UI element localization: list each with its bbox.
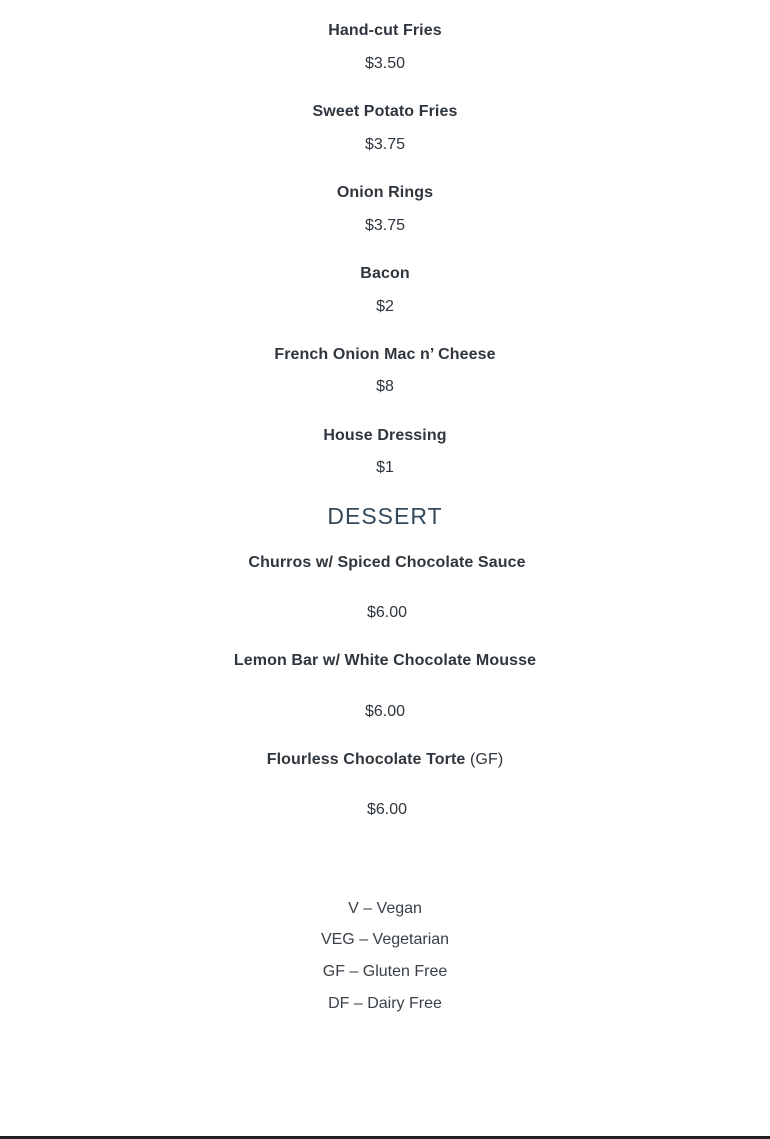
menu-item-price: $6.00 [364, 703, 406, 720]
menu-item-name: Bacon [360, 265, 410, 282]
legend-line-gluten-free: GF – Gluten Free [322, 963, 448, 980]
legend-line-vegetarian: VEG – Vegetarian [320, 931, 450, 948]
section-heading-dessert: DESSERT [327, 503, 443, 529]
menu-item-price: $6.00 [366, 801, 408, 818]
menu-item-price: $6.00 [366, 604, 408, 621]
menu-item-price: $2 [376, 298, 394, 315]
menu-item-name: Sweet Potato Fries [312, 103, 458, 120]
legend-line-vegan: V – Vegan [348, 900, 422, 917]
dietary-tag: (GF) [469, 751, 504, 768]
menu-item-name: Churros w/ Spiced Chocolate Sauce [248, 554, 526, 571]
menu-item-name: Hand-cut Fries [328, 22, 442, 39]
menu-item-name: Onion Rings [336, 184, 434, 201]
menu-item-name: French Onion Mac n’ Cheese [274, 346, 496, 363]
menu-item-price: $3.50 [364, 55, 406, 72]
legend-line-dairy-free: DF – Dairy Free [328, 995, 442, 1012]
menu-item-price: $8 [376, 378, 394, 395]
menu-item-name: House Dressing [323, 427, 447, 444]
menu-item-price: $3.75 [364, 136, 406, 153]
menu-item-name: Lemon Bar w/ White Chocolate Mousse [233, 652, 537, 669]
menu-item-price: $1 [376, 459, 394, 476]
menu-item-row [0, 751, 770, 769]
menu-item-price: $3.75 [364, 217, 406, 234]
menu-item-name: Flourless Chocolate Torte [266, 751, 466, 768]
